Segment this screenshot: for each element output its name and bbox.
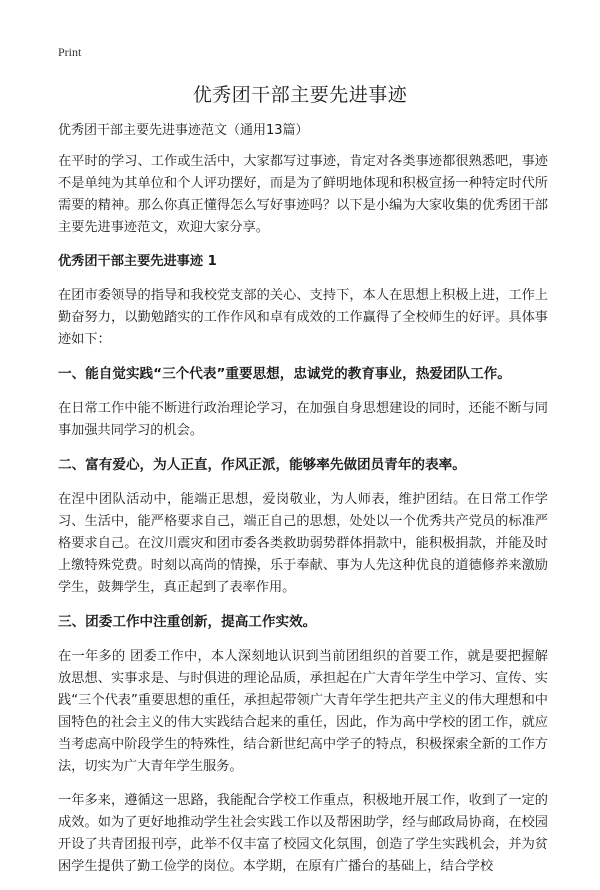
heading-one: 一、能自觉实践“三个代表”重要思想，忠诚党的教育事业，热爱团队工作。 bbox=[58, 366, 511, 382]
section-title: 优秀团干部主要先进事迹 1 bbox=[58, 254, 217, 269]
heading-two: 二、富有爱心，为人正直，作风正派，能够率先做团员青年的表率。 bbox=[58, 457, 466, 473]
intro-paragraph: 在平时的学习、工作或生活中，大家都写过事迹，肯定对各类事迹都很熟悉吧，事迹不是单纯为其单位和个人评功摆好，而是为了鲜明地体现和积极宣扬一种特定时代所需要的精神。那么你真正懂得怎么写好事迹吗？以下是小编为大家收集的优秀团干部主要先进事迹范文，欢迎大家分享。 bbox=[58, 154, 548, 235]
document-body bbox=[58, 120, 548, 890]
document-subtitle: 优秀团干部主要先进事迹范文（通用13篇） bbox=[58, 123, 309, 138]
paragraph-four: 一年多来，遵循这一思路，我能配合学校工作重点，积极地开展工作，收到了一定的成效。如为了更好地推动学生社会实践工作以及帮困助学，经与邮政局协商，在校园开设了共青团报刊亭，此举不仅丰富了校园文化氛围，创造了学生实践机会，并为贫困学生提供了勤工俭学的岗位。本学期，在原有广播台的基础上，结合学校 bbox=[58, 793, 548, 874]
heading-three: 三、团委工作中注重创新，提高工作实效。 bbox=[58, 614, 317, 630]
paragraph-three: 在一年多的 团委工作中，本人深刻地认识到当前团组织的首要工作，就是要把握解放思想、实事求是、与时俱进的理论品质，承担起在广大青年学生中学习、宣传、实践“三个代表”重要思想的重任，承担起带领广大青年学生把共产主义的伟大理想和中国特色的社会主义的伟大实践结合起来的重任，因此，作为高中学校的团工作，就应当考虑高中阶段学生的特殊性，结合新世纪高中学子的特点，积极探索全新的工作方法，切实为广大青年学生服务。 bbox=[58, 649, 548, 774]
page-title: 优秀团干部主要先进事迹 bbox=[192, 84, 408, 106]
print-label: Print bbox=[58, 45, 82, 59]
section-intro-paragraph: 在团市委领导的指导和我校党支部的关心、支持下，本人在思想上积极上进，工作上勤奋努力，以勤勉踏实的工作作风和卓有成效的工作赢得了全校师生的好评。具体事迹如下： bbox=[58, 288, 548, 347]
paragraph-two: 在涅中团队活动中，能端正思想，爱岗敬业，为人师表，维护团结。在日常工作学习、生活中，能严格要求自己，端正自己的思想，处处以一个优秀共产党员的标准严格要求自己。在汶川震灾和团市委各类救助弱势群体捐款中，能积极捐款，并能及时上缴特殊党费。时刻以高尚的情操，乐于奉献、事为人先这种优良的道德修养来激励学生，鼓舞学生，真正起到了表率作用。 bbox=[58, 492, 548, 595]
paragraph-one: 在日常工作中能不断进行政治理论学习，在加强自身思想建设的同时，还能不断与同事加强共同学习的机会。 bbox=[58, 401, 548, 438]
